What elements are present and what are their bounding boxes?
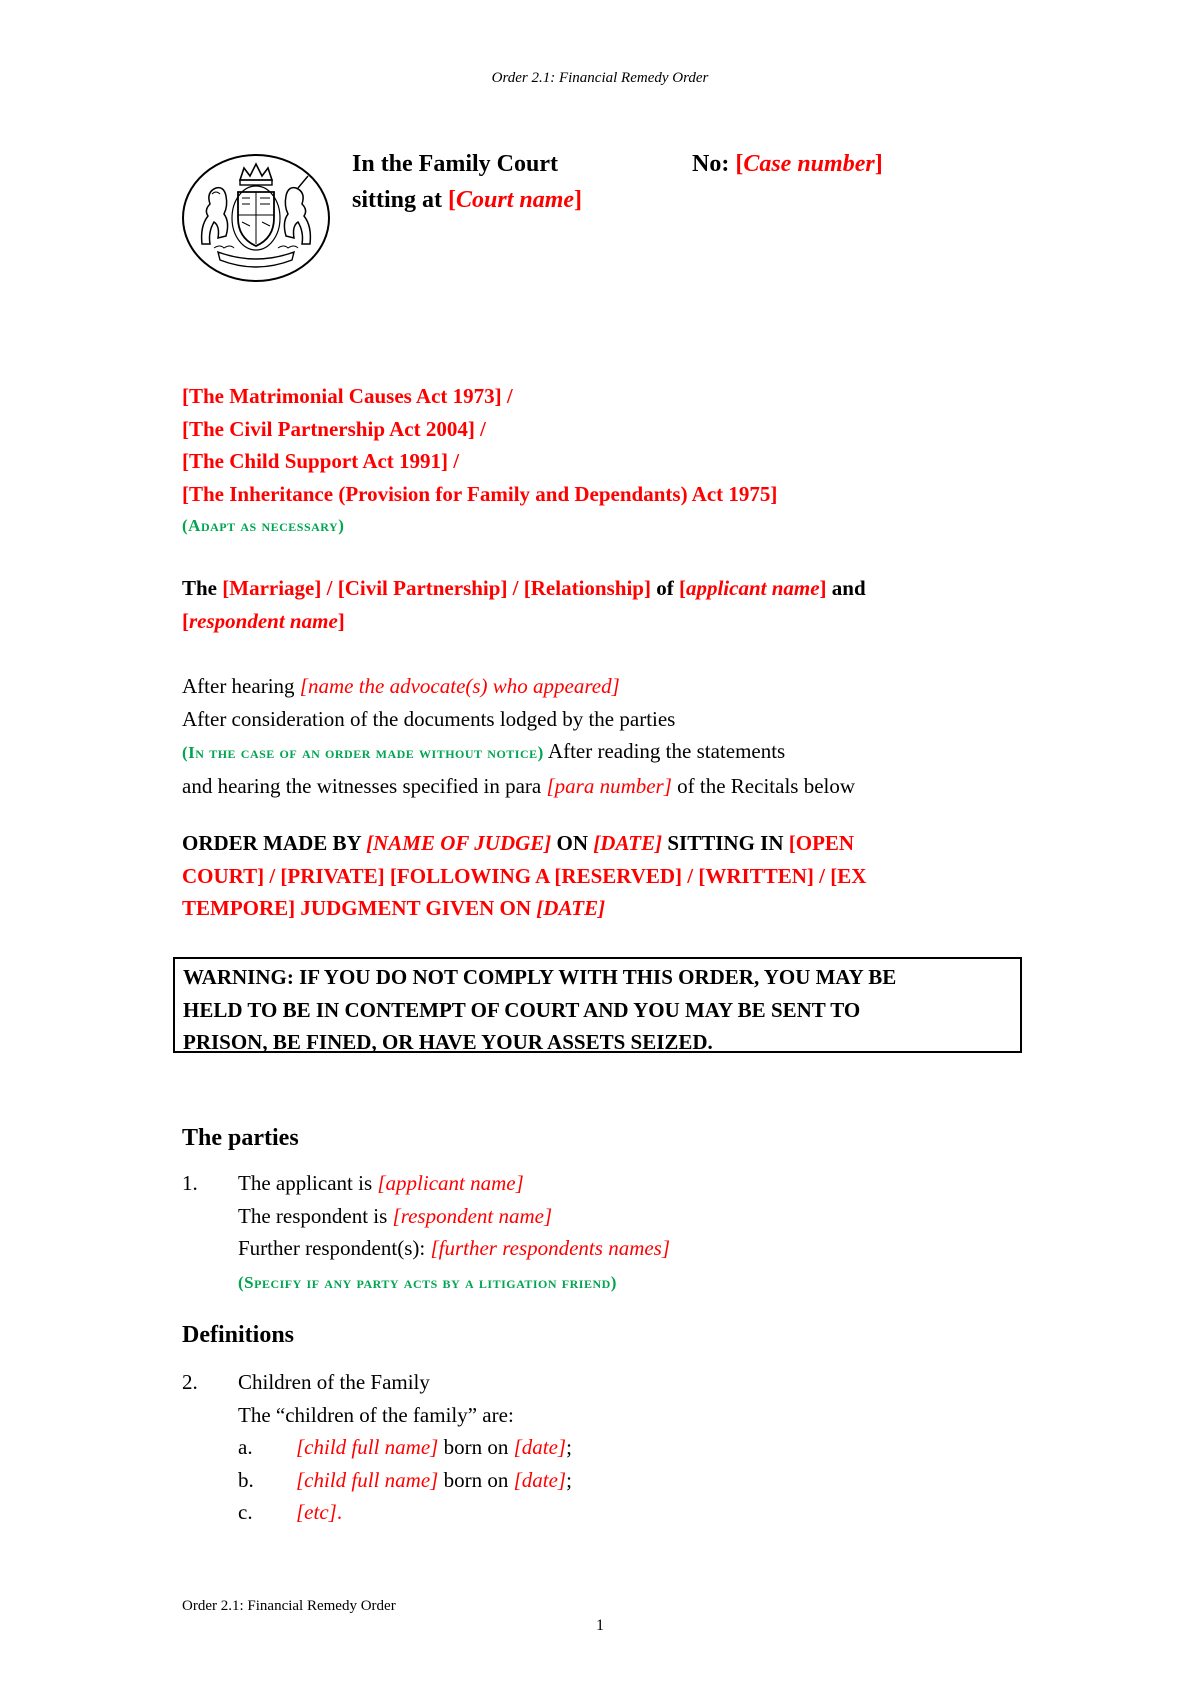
act-item: [The Matrimonial Causes Act 1973] / <box>182 384 513 408</box>
acts-list <box>182 380 777 543</box>
child-date-placeholder: [date] <box>513 1435 567 1459</box>
advocates-placeholder: [name the advocate(s) who appeared] <box>299 674 620 698</box>
page-number: 1 <box>596 1617 604 1634</box>
definitions-heading: Definitions <box>182 1322 295 1348</box>
court-name-placeholder: [Court name] <box>448 187 583 213</box>
respondent-placeholder: [respondent name] <box>182 608 345 633</box>
judgment-given-line: TEMPORE] JUDGMENT GIVEN ON <box>182 896 537 920</box>
consideration-line: After consideration of the documents lodged by the parties <box>182 706 676 731</box>
further-respondents-line: Further respondent(s): [further respondents names] <box>238 1236 671 1260</box>
applicant-placeholder: [applicant name] <box>678 576 827 600</box>
litigation-friend-note: (Specify if any party acts by a litigation friend) <box>238 1273 617 1292</box>
running-header: Order 2.1: Financial Remedy Order <box>491 70 709 86</box>
applicant-line: The applicant is [applicant name] <box>238 1171 524 1195</box>
respondent-name-placeholder: [respondent name] <box>392 1203 553 1228</box>
order-made-prefix: ORDER MADE BY <box>182 831 367 855</box>
on-label: ON <box>551 831 594 855</box>
para-number-placeholder: [para number] <box>546 773 672 798</box>
the-label: The <box>182 576 223 600</box>
order-made-block <box>182 827 866 925</box>
of-label: of <box>650 576 679 600</box>
child-name-placeholder: [child full name] <box>296 1435 439 1459</box>
respondent-line: The respondent is [respondent name] <box>238 1203 553 1228</box>
and-label: and <box>826 576 866 600</box>
child-date-placeholder: [date] <box>513 1467 567 1492</box>
after-reading-text: After reading the statements <box>543 739 786 763</box>
without-notice-note: (In the case of an order made without notice) <box>182 743 544 762</box>
children-title: Children of the Family <box>238 1370 430 1394</box>
child-name-placeholder: [child full name] <box>296 1467 439 1492</box>
date-placeholder: [DATE] <box>593 831 663 855</box>
applicant-name-placeholder: [applicant name] <box>377 1171 524 1195</box>
act-item: [The Civil Partnership Act 2004] / <box>182 416 486 441</box>
further-respondents-placeholder: [further respondents names] <box>430 1236 671 1260</box>
child-letter: c. <box>238 1500 253 1524</box>
judge-placeholder: [NAME OF JUDGE] <box>366 831 552 855</box>
case-number-line <box>692 146 883 182</box>
court-options-line: COURT] / [PRIVATE] [FOLLOWING A [RESERVED] / [WRITTEN] / [EX <box>182 863 867 888</box>
sitting-in-label: SITTING IN <box>662 831 789 855</box>
relationship-options: [Marriage] / [Civil Partnership] / [Relationship] <box>222 576 651 600</box>
act-item: [The Inheritance (Provision for Family and Dependants) Act 1975] <box>182 481 778 506</box>
sitting-at-line <box>352 182 582 218</box>
warning-box <box>173 957 1022 1053</box>
marriage-heading <box>182 572 866 637</box>
and-hearing-text: and hearing the witnesses specified in para <box>182 773 547 798</box>
paragraph-number: 2. <box>182 1370 198 1394</box>
royal-crest-icon <box>180 152 332 284</box>
parties-heading: The parties <box>182 1125 299 1151</box>
case-no-label: No: <box>692 151 736 177</box>
case-number-placeholder: [Case number] <box>735 151 883 177</box>
child-letter: b. <box>238 1467 254 1492</box>
court-name-text: Court name <box>456 187 575 213</box>
hearing-block <box>182 670 855 802</box>
after-hearing-label: After hearing <box>182 674 300 698</box>
footer-label: Order 2.1: Financial Remedy Order <box>182 1598 396 1614</box>
case-number-text: Case number <box>743 151 875 177</box>
judgment-date-placeholder: [DATE] <box>536 896 606 920</box>
children-intro: The “children of the family” are: <box>238 1402 514 1427</box>
child-name-placeholder: [etc] <box>296 1500 337 1524</box>
child-item: [etc]. <box>296 1500 343 1524</box>
warning-line: WARNING: IF YOU DO NOT COMPLY WITH THIS ORDER, YOU MAY BE <box>183 965 897 989</box>
act-item: [The Child Support Act 1991] / <box>182 449 460 473</box>
paragraph-number: 1. <box>182 1171 198 1195</box>
open-court-option: [OPEN <box>788 831 855 855</box>
child-letter: a. <box>238 1435 253 1459</box>
adapt-note: (Adapt as necessary) <box>182 516 345 535</box>
court-line: In the Family Court <box>352 151 558 177</box>
of-recitals-text: of the Recitals below <box>671 773 856 798</box>
child-item: [child full name] born on [date]; <box>296 1467 572 1492</box>
warning-line: PRISON, BE FINED, OR HAVE YOUR ASSETS SEIZED. <box>183 1030 713 1054</box>
court-title <box>352 146 582 218</box>
warning-line: HELD TO BE IN CONTEMPT OF COURT AND YOU MAY BE SENT TO <box>183 997 861 1022</box>
sitting-at-label: sitting at <box>352 187 448 213</box>
child-item: [child full name] born on [date]; <box>296 1435 572 1459</box>
